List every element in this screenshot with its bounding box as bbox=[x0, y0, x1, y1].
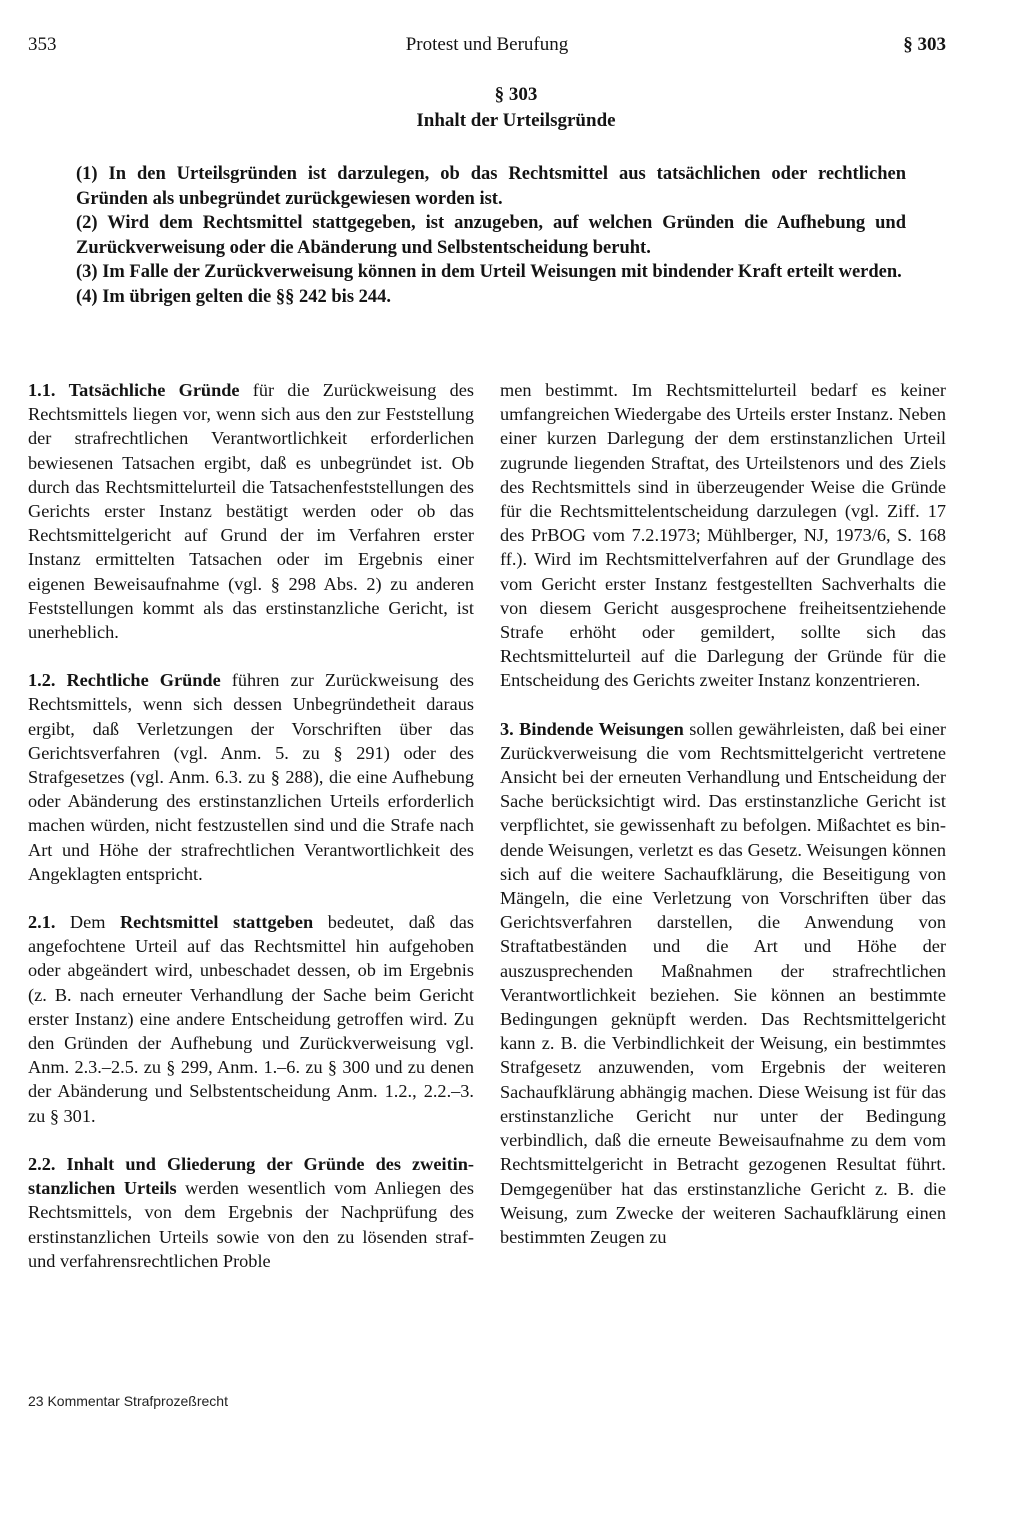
note-text: sollen gewährleisten, daß bei einer Zurückverweisung die vom Rechtsmittelgericht vertretene Ansicht bei der erneuten Verhandlung und Entscheidung der Sache berücksichtigt wird. Das erstinstanzliche Gericht ist verpflichtet, sie gewissenhaft zu befolgen. Mißachtet es bindende Weisungen, verletzt es das Gesetz. Weisungen können sich auf die weitere Sachaufklärung, die Beseitigung von Mängeln, die eine Verletzung von Vorschriften über das Gerichtsverfahren darstellen, die Anwendung von Straftatbeständen und die Art und Höhe der auszusprechenden Maßnahmen der strafrechtlichen Verantwortlichkeit beziehen. Sie können an bestimmte Bedingungen geknüpft werden. Das Rechtsmittelgericht kann z. B. die Verbindlichkeit der Weisung, ein bestimmtes Strafgesetz anzuwenden, vom Ergebnis der weiteren Sachaufklärung abhängig machen. Diese Weisung ist für das erstinstanzliche Gericht nur unter der Bedingung verbindlich, daß die erneute Beweisaufnahme zu dem vom Rechtsmittelgericht in Betracht gezogenen Resultat führt. Demgegenüber hat das erstinstanzliche Gericht z. B. die Weisung, zum Zwecke der weiteren Sachaufklärung einen bestimmten Zeugen zu bbox=[500, 718, 947, 1247]
running-section: § 303 bbox=[903, 34, 946, 55]
commentary-note-2-2-continued: men bestimmt. Im Rechtsmittelurteil bedarf es keiner umfangreichen Wiedergabe des Urteils erster Instanz. Neben einer kurzen Darlegung der dem erstinstanzlichen Urteil zugrunde liegenden Straftat, des Urteilstenors und des Ziels des Rechtsmittels sind in überzeugender Weise die Gründe für die Rechtsmittelentscheidung darzulegen (vgl. Ziff. 17 des PrBOG vom 7.2.1973; Mühlberger, NJ, 1973/6, S. 168 ff.). Wird im Rechtsmittelverfahren auf der Grundlage des vom Gericht erster Instanz festgestellten Sachverhalts die von diesem Gericht ausgesprochene freiheitsentziehende Strafe erhöht oder gemildert, sollte sich das Rechtsmittelurteil auf die Darlegung der Gründe für die Entscheidung des Gerichts zweiter Instanz konzentrieren. bbox=[500, 380, 946, 691]
note-heading: Inhalt und Gliederung der Gründe des zweitinstanzlichen Urteils bbox=[28, 1153, 474, 1199]
statute-number: § 303 bbox=[494, 84, 538, 105]
statute-title: Inhalt der Urteilsgründe bbox=[416, 110, 616, 131]
note-heading: Bindende Weisungen bbox=[519, 718, 684, 739]
note-number: 3. bbox=[500, 718, 514, 739]
note-number: 2.1. bbox=[28, 912, 56, 933]
note-number: 2.2. bbox=[28, 1153, 56, 1174]
statute-paragraph: (3) Im Falle der Zurückverweisung können in dem Urteil Weisungen mit bindender Kraft erteilt werden. bbox=[76, 262, 902, 282]
statute-paragraph: (1) In den Urteilsgründen ist darzulegen, ob das Rechtsmittel aus tatsächlichen oder rechtlichen Gründen als unbegründet zurückgewiesen worden ist. bbox=[76, 164, 906, 209]
commentary-note-1-1 bbox=[28, 378, 474, 644]
commentary-note-1-2 bbox=[28, 668, 474, 886]
note-heading: Rechtsmittel stattgeben bbox=[119, 912, 314, 933]
running-title: Protest und Berufung bbox=[405, 34, 569, 55]
note-heading: Tatsächliche Gründe bbox=[68, 380, 240, 400]
commentary-note-3 bbox=[500, 717, 946, 1249]
statute-paragraph: (2) Wird dem Rechtsmittel stattgegeben, ist anzugeben, auf welchen Gründen die Aufhebung und Zurückverweisung oder die Abänderung und Selbstentscheidung beruht. bbox=[76, 213, 906, 258]
commentary-column-right bbox=[500, 378, 946, 1249]
footer-note: 23 Kommentar Strafprozeßrecht bbox=[28, 1393, 228, 1409]
note-text: werden wesentlich vom Anliegen des Rechtsmittels, von dem Ergebnis der Nachprüfung des erstinstanzlichen Urteils sowie von den zu lösenden straf- und verfahrensrechtlichen Proble bbox=[28, 1178, 474, 1271]
note-text-lead: Dem bbox=[55, 912, 120, 933]
note-text: für die Zurückweisung des Rechtsmittels liegen vor, wenn sich aus den zur Feststellung der strafrechtlichen Verantwortlichkeit erforderlichen bewiesenen Tatsachen ergibt, daß es unbegründet ist. Ob durch das Rechtsmittelurteil die Tatsachenfeststellungen des Gerichts erster Instanz bestätigt werden oder ob das Rechtsmittelgericht auf Grund der im Verfahren erster Instanz ermittelten Tatsachen oder im Ergebnis einer eigenen Beweisaufnahme (vgl. § 298 Abs. 2) zu anderen Feststellungen kommt als das erstinstanzliche Gericht, ist unerheblich. bbox=[28, 380, 474, 643]
commentary-column-left bbox=[28, 378, 474, 1273]
note-text: bedeutet, daß das angefochtene Urteil auf das Rechtsmittel hin aufgehoben oder abgeändert wird, unbeschadet dessen, ob im Ergebnis (z. B. nach erneuter Verhandlung der Sache beim Gericht erster Instanz) eine andere Entscheidung getroffen wird. Zu den Gründen der Aufhebung und Zurückverweisung vgl. Anm. 2.3.–2.5. zu § 299, Anm. 1.–6. zu § 300 und zu denen der Abänderung und Selbstentscheidung Anm. 1.2., 2.2.–3. zu § 301. bbox=[28, 912, 474, 1126]
statute-paragraphs bbox=[76, 162, 906, 309]
running-head bbox=[28, 34, 946, 60]
statute-paragraph: (4) Im übrigen gelten die §§ 242 bis 244. bbox=[76, 286, 392, 307]
commentary-note-2-1 bbox=[28, 910, 474, 1128]
note-number: 1.2. bbox=[28, 670, 56, 691]
commentary-note-2-2 bbox=[28, 1152, 474, 1273]
page-number: 353 bbox=[28, 34, 57, 55]
note-heading: Rechtliche Gründe bbox=[66, 670, 221, 691]
note-text: führen zur Zurückweisung des Rechtsmittels, wenn sich dessen Unbegründetheit daraus ergibt, daß Verletzungen der Vorschriften über das Gerichtsverfahren (vgl. Anm. 5. zu § 291) oder des Strafgesetzes (vgl. Anm. 6.3. zu § 288), die eine Aufhebung oder Abänderung des erstinstanzlichen Urteils erforderlich machen würden, nicht festzustellen sind und die Strafe nach Art und Höhe der strafrechtlichen Verantwortlichkeit des Angeklagten entspricht. bbox=[28, 670, 474, 884]
statute-block bbox=[76, 82, 906, 309]
note-number: 1.1. bbox=[28, 380, 56, 400]
